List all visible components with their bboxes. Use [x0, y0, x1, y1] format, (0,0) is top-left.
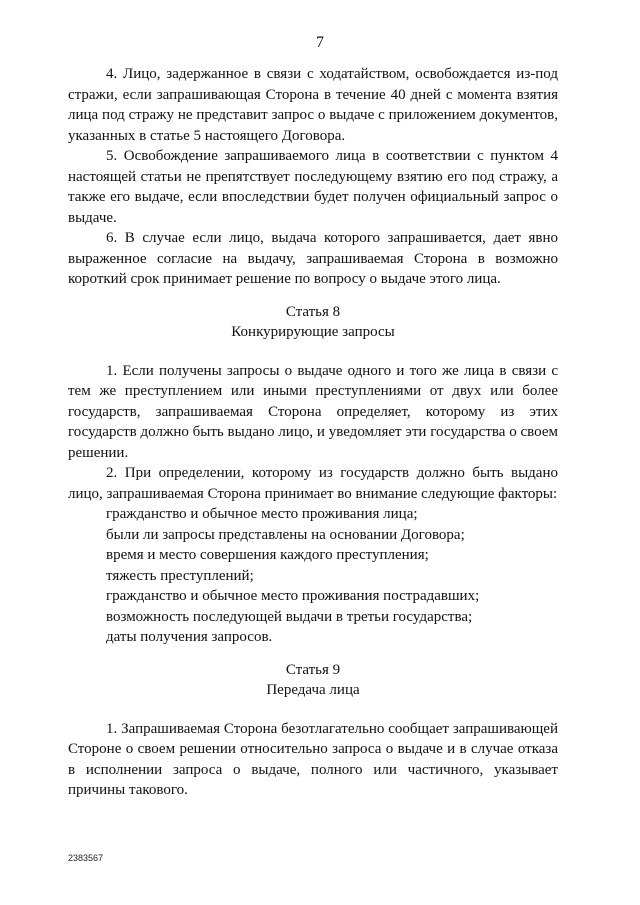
factor-item: время и место совершения каждого преступления; [106, 547, 429, 563]
paragraph-5: 5. Освобождение запрашиваемого лица в соответствии с пунктом 4 настоящей статьи не препятствует последующему взятию его под стражу, а также его выдаче, если впоследствии будет получен официальный запрос о выдаче. [68, 148, 558, 226]
article-8-paragraph-1: 1. Если получены запросы о выдаче одного и того же лица в связи с тем же преступлением или иными преступлениями от двух или более государств, запрашиваемая Сторона определяет, которому из этих государств должно быть выдано лицо, и уведомляет эти государства о своем решении. [68, 362, 558, 461]
factor-item: тяжесть преступлений; [106, 567, 254, 584]
paragraph-4: 4. Лицо, задержанное в связи с ходатайством, освобождается из-под стражи, если запрашивающая Сторона в течение 40 дней с момента взятия лица под стражу не представит запрос о выдаче с приложением документов, указанных в статье 5 настоящего Договора. [68, 66, 558, 144]
article-8-number: Статья 8 [285, 303, 341, 320]
factors-list [68, 504, 558, 648]
article-8-title: Конкурирующие запросы [231, 324, 395, 340]
article-8-paragraph-2: 2. При определении, которому из государств должно быть выдано лицо, запрашиваемая Сторона принимает во внимание следующие факторы: [68, 465, 558, 502]
document-body [68, 64, 558, 801]
article-9-paragraph-1: 1. Запрашиваемая Сторона безотлагательно сообщает запрашивающей Стороне о своем решении относительно запроса о выдаче и в случае отказа в исполнении запроса о выдаче, полного или частичного, указывает причины такового. [68, 720, 558, 798]
factor-item: даты получения запросов. [106, 629, 273, 645]
document-code: 2383567 [68, 853, 104, 863]
factor-item: гражданство и обычное место проживания лица; [106, 506, 418, 522]
article-9-heading [68, 660, 558, 701]
paragraph-6: 6. В случае если лицо, выдача которого запрашивается, дает явно выраженное согласие на выдачу, запрашиваемая Сторона в возможно короткий срок принимает решение по вопросу о выдаче этого лица. [68, 230, 558, 287]
article-8-heading [68, 302, 558, 343]
factor-item: возможность последующей выдачи в третьи государства; [106, 608, 473, 625]
page-number: 7 [316, 34, 324, 51]
article-9-title: Передача лица [266, 682, 360, 698]
article-9-number: Статья 9 [285, 661, 341, 678]
factor-item: были ли запросы представлены на основании Договора; [106, 526, 465, 543]
factor-item: гражданство и обычное место проживания пострадавших; [106, 588, 480, 604]
